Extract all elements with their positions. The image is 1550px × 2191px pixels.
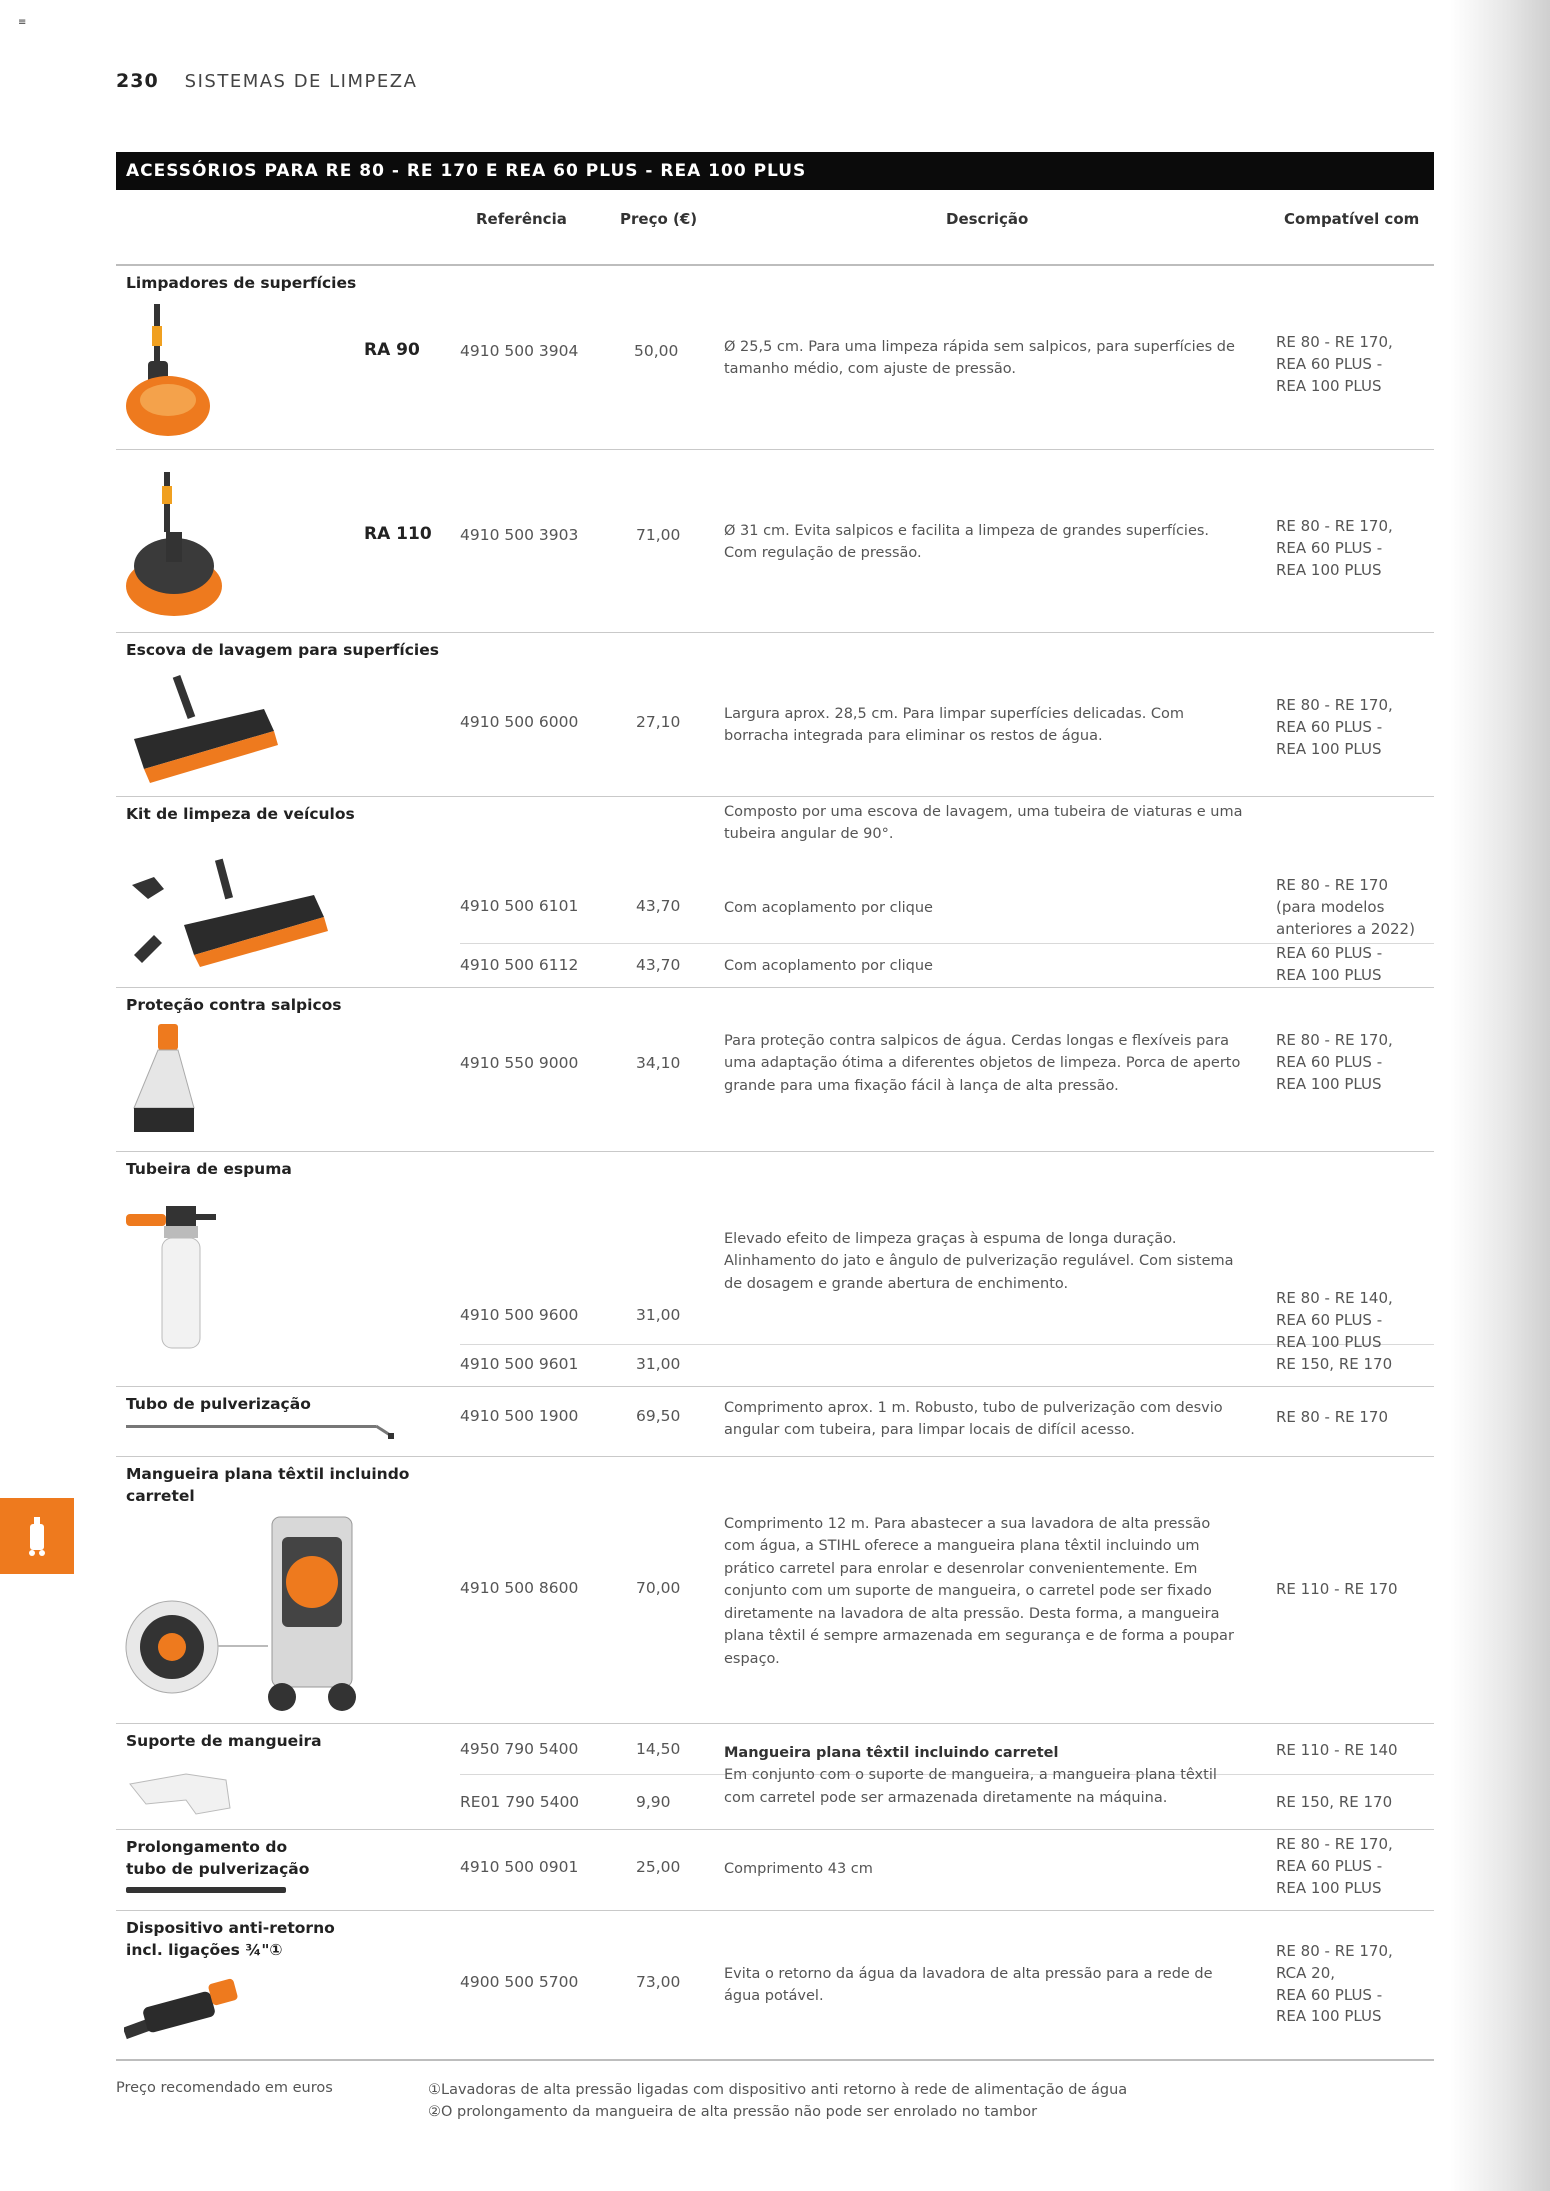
reference-number: 4910 500 6101: [460, 897, 579, 915]
price: 43,70: [636, 897, 681, 915]
price: 27,10: [636, 713, 681, 731]
splash-guard-image: [124, 1022, 204, 1146]
description: Ø 25,5 cm. Para uma limpeza rápida sem salpicos, para superfícies de tamanho médio, com ajuste de pressão.: [724, 339, 1235, 378]
description: Com acoplamento por clique: [724, 958, 933, 974]
compatible-list: RE 80 - RE 170, RCA 20, REA 60 PLUS - REA 100 PLUS: [1276, 1942, 1393, 2026]
table-row: [116, 1152, 1434, 1387]
compatible-list: RE 80 - RE 170: [1276, 1408, 1389, 1426]
reference-number: RE01 790 5400: [460, 1793, 580, 1811]
category-label: Tubo de pulverização: [126, 1395, 311, 1413]
reference-number: 4910 500 6000: [460, 713, 579, 731]
description-title: Mangueira plana têxtil incluindo carretel: [724, 1745, 1059, 1761]
price: 70,00: [636, 1579, 681, 1597]
table-row: [116, 633, 1434, 797]
price: 43,70: [636, 956, 681, 974]
reference-number: 4910 500 9600: [460, 1306, 579, 1324]
header-description: Descrição: [946, 210, 1029, 228]
table-row: [116, 988, 1434, 1152]
description-intro: Composto por uma escova de lavagem, uma tubeira de viaturas e uma tubeira angular de 90°.: [724, 804, 1243, 843]
price: 73,00: [636, 1973, 681, 1991]
compatible-list: RE 80 - RE 170, REA 60 PLUS - REA 100 PLUS: [1276, 1031, 1393, 1093]
surface-cleaner-ra110-image: [122, 466, 242, 626]
description: Para proteção contra salpicos de água. Cerdas longas e flexíveis para uma adaptação ótima a diferentes objetos de limpeza. Porca de aperto grande para uma fixação fácil à lança de alta pressão.: [724, 1033, 1241, 1094]
hose-reel-image: [122, 1507, 382, 1717]
table-row: [116, 450, 1434, 633]
price: 14,50: [636, 1740, 681, 1758]
category-label: Mangueira plana têxtil incluindo carretel: [126, 1465, 410, 1506]
compatible-list: RE 110 - RE 170: [1276, 1580, 1398, 1598]
price: 9,90: [636, 1793, 671, 1811]
compatible-list: RE 80 - RE 140, REA 60 PLUS - REA 100 PLUS: [1276, 1289, 1393, 1351]
table-row: [116, 1911, 1434, 2061]
footnote: ②O prolongamento da mangueira de alta pressão não pode ser enrolado no tambor: [428, 2103, 1038, 2120]
vehicle-cleaning-kit-image: [124, 855, 334, 975]
compatible-list: RE 150, RE 170: [1276, 1355, 1393, 1373]
footnote: ①Lavadoras de alta pressão ligadas com dispositivo anti retorno à rede de alimentação de água: [428, 2082, 1128, 2098]
wash-brush-image: [124, 669, 284, 789]
compatible-list: RE 80 - RE 170, REA 60 PLUS - REA 100 PLUS: [1276, 333, 1393, 395]
category-label: Suporte de mangueira: [126, 1732, 322, 1750]
compatible-list: RE 80 - RE 170, REA 60 PLUS - REA 100 PLUS: [1276, 517, 1393, 579]
section-tab[interactable]: [0, 1498, 74, 1574]
reference-number: 4910 500 3904: [460, 342, 579, 360]
page-number: 230: [116, 70, 159, 92]
price-note: Preço recomendado em euros: [116, 2080, 333, 2096]
category-label: Escova de lavagem para superfícies: [126, 641, 439, 659]
description: Largura aprox. 28,5 cm. Para limpar superfícies delicadas. Com borracha integrada para eliminar os restos de água.: [724, 706, 1185, 745]
table-header-row: [116, 190, 1434, 266]
backflow-preventer-image: [124, 1975, 254, 2049]
price: 71,00: [636, 526, 681, 544]
compatible-list: RE 110 - RE 140: [1276, 1741, 1398, 1759]
model-name: RA 90: [364, 340, 420, 360]
header-price: Preço (€): [620, 210, 698, 228]
table-row: [116, 1457, 1434, 1724]
description: Comprimento 12 m. Para abastecer a sua lavadora de alta pressão com água, a STIHL oferece a mangueira plana têxtil incluindo um prático carretel para enrolar e desenrolar convenientemente. Em conjunto com um suporte de mangueira, o carretel pode ser fixado diretamente na lavadora de alta pressão. Desta forma, a mangueira plana têxtil é sempre armazenada em segurança e de forma a poupar espaço.: [724, 1516, 1234, 1667]
reference-number: 4950 790 5400: [460, 1740, 579, 1758]
foam-nozzle-image: [126, 1206, 226, 1356]
reference-number: 4910 500 9601: [460, 1355, 579, 1373]
reference-number: 4910 500 0901: [460, 1858, 579, 1876]
price: 25,00: [636, 1858, 681, 1876]
price: 31,00: [636, 1306, 681, 1324]
reference-number: 4910 500 1900: [460, 1407, 579, 1425]
pressure-washer-icon: [22, 1514, 52, 1558]
accessories-table: [116, 152, 1434, 2061]
compatible-list: RE 80 - RE 170, REA 60 PLUS - REA 100 PLUS: [1276, 696, 1393, 758]
compatible-list: RE 150, RE 170: [1276, 1793, 1393, 1811]
page-edge-shadow: [1450, 0, 1550, 2191]
description: Comprimento 43 cm: [724, 1861, 873, 1877]
description: Evita o retorno da água da lavadora de alta pressão para a rede de água potável.: [724, 1966, 1213, 2005]
price: 31,00: [636, 1355, 681, 1373]
description: Comprimento aprox. 1 m. Robusto, tubo de pulverização com desvio angular com tubeira, para limpar locais de difícil acesso.: [724, 1400, 1223, 1439]
description: Elevado efeito de limpeza graças à espuma de longa duração. Alinhamento do jato e ângulo de pulverização regulável. Com sistema de dosagem e grande abertura de enchimento.: [724, 1231, 1234, 1292]
table-row: [116, 1387, 1434, 1457]
price: 69,50: [636, 1407, 681, 1425]
menu-icon[interactable]: ≡: [18, 17, 27, 28]
category-label: Tubeira de espuma: [126, 1160, 292, 1178]
sub-row: [460, 877, 1434, 944]
category-label: Dispositivo anti-retorno incl. ligações ¾"①: [126, 1919, 335, 1960]
header-reference: Referência: [476, 210, 567, 228]
category-label: Proteção contra salpicos: [126, 996, 342, 1014]
price: 50,00: [634, 342, 679, 360]
table-row: [116, 1724, 1434, 1830]
header-compatible: Compatível com: [1284, 210, 1420, 228]
category-label: Kit de limpeza de veículos: [126, 805, 355, 823]
page-header: [116, 70, 417, 92]
reference-number: 4910 550 9000: [460, 1054, 579, 1072]
footnotes: [428, 2080, 1127, 2124]
sub-row: [460, 1289, 1434, 1351]
price: 34,10: [636, 1054, 681, 1072]
table-row: [116, 797, 1434, 988]
surface-cleaner-ra90-image: [122, 296, 232, 446]
table-title: ACESSÓRIOS PARA RE 80 - RE 170 E REA 60 PLUS - REA 100 PLUS: [116, 152, 1434, 190]
page-section-title: SISTEMAS DE LIMPEZA: [184, 71, 418, 92]
reference-number: 4900 500 5700: [460, 1973, 579, 1991]
reference-number: 4910 500 3903: [460, 526, 579, 544]
compatible-list: RE 80 - RE 170, REA 60 PLUS - REA 100 PLUS: [1276, 1835, 1393, 1897]
category-label: Prolongamento do tubo de pulverização: [126, 1838, 310, 1879]
description: Com acoplamento por clique: [724, 900, 933, 916]
hose-holder-image: [126, 1764, 236, 1820]
description: Mangueira plana têxtil incluindo carretel Em conjunto com o suporte de mangueira, a mangueira plana têxtil com carretel pode ser armazenada diretamente na máquina.: [724, 1745, 1217, 1806]
table-row: [116, 1830, 1434, 1911]
table-row: [116, 266, 1434, 450]
description: Ø 31 cm. Evita salpicos e facilita a limpeza de grandes superfícies. Com regulação de pressão.: [724, 523, 1210, 562]
category-label: Limpadores de superfícies: [126, 274, 357, 292]
lance-extension-image: [126, 1882, 296, 1898]
compatible-list: REA 60 PLUS - REA 100 PLUS: [1276, 944, 1383, 984]
compatible-list: RE 80 - RE 170 (para modelos anteriores a 2022): [1276, 876, 1415, 938]
reference-number: 4910 500 6112: [460, 956, 579, 974]
spray-lance-image: [126, 1419, 416, 1443]
reference-number: 4910 500 8600: [460, 1579, 579, 1597]
model-name: RA 110: [364, 524, 432, 544]
